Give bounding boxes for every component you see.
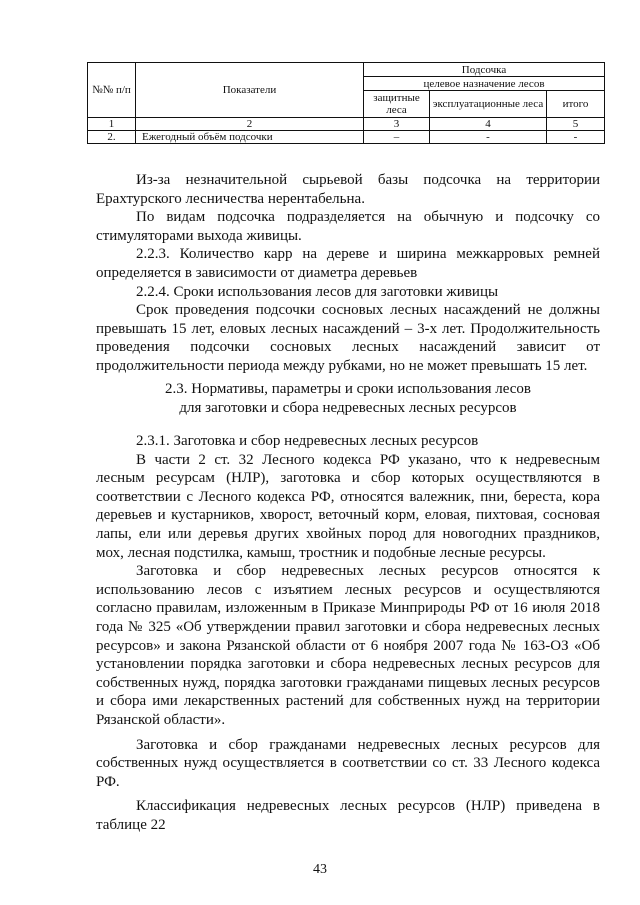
table-numbering-row [88, 118, 605, 131]
header-subgroup: целевое назначение лесов [364, 77, 605, 91]
paragraph: 2.2.3. Количество карр на дереве и ширина межкарровых ремней определяется в зависимости от диаметра деревьев [96, 246, 600, 281]
row-protective: – [364, 131, 430, 144]
paragraph: Заготовка и сбор недревесных лесных ресурсов относятся к использованию лесов с изъятием лесных ресурсов и осуществляются согласно правилам, изложенным в Приказе Минприроды РФ от 16 июля 2018 года № 325 «Об утверждении правил заготовки и сбора недревесных лесных ресурсов» и закона Рязанской области от 6 ноября 2007 года № 163-ОЗ «Об установлении порядка заготовки и сбора недревесных лесных ресурсов для собственных нужд, порядка заготовки гражданами пищевых лесных ресурсов и сбора ими лекарственных растений для собственных нужд на территории Рязанской области». [96, 563, 600, 728]
header-indicator: Показатели [136, 63, 364, 118]
paragraph: По видам подсочка подразделяется на обычную и подсочку со стимуляторами выхода живицы. [96, 209, 600, 244]
header-total: итого [547, 91, 605, 118]
numbering-cell: 3 [364, 118, 430, 131]
row-exploitation: - [430, 131, 547, 144]
header-exploitation: эксплуатационные леса [430, 91, 547, 118]
numbering-cell: 5 [547, 118, 605, 131]
text-block-forest-tapping [96, 171, 600, 376]
header-protective: защитные леса [364, 91, 430, 118]
heading-line: 2.3. Нормативы, параметры и сроки использования лесов [165, 381, 531, 397]
heading-line: для заготовки и сбора недревесных лесных ресурсов [179, 399, 517, 416]
numbering-cell: 2 [136, 118, 364, 131]
paragraph: Из-за незначительной сырьевой базы подсочка на территории Ерахтурского лесничества нерентабельна. [96, 172, 600, 207]
table-row [88, 131, 605, 144]
text-block-non-timber [96, 432, 600, 834]
harvest-table [87, 62, 605, 144]
page-number: 43 [313, 862, 327, 877]
row-num: 2. [88, 131, 136, 144]
paragraph: Заготовка и сбор гражданами недревесных лесных ресурсов для собственных нужд осуществляется в соответствии со ст. 33 Лесного кодекса РФ. [96, 736, 600, 790]
table-header-row [88, 63, 605, 77]
paragraph: 2.2.4. Сроки использования лесов для заготовки живицы [136, 283, 499, 300]
numbering-cell: 4 [430, 118, 547, 131]
paragraph: Срок проведения подсочки сосновых лесных насаждений не должны превышать 15 лет, еловых лесных насаждений – 3-х лет. Продолжительность проведения подсочки сосновых лесных насаждений зависит от продолжительности периода между рубками, но не может превышать 15 лет. [96, 302, 600, 374]
row-indicator: Ежегодный объём подсочки [136, 131, 364, 144]
paragraph: 2.3.1. Заготовка и сбор недревесных лесных ресурсов [136, 433, 479, 449]
numbering-cell: 1 [88, 118, 136, 131]
section-heading [96, 380, 600, 417]
header-num: №№ п/п [88, 63, 136, 118]
header-group: Подсочка [364, 63, 605, 77]
paragraph: Классификация недревесных лесных ресурсов (НЛР) приведена в таблице 22 [96, 798, 600, 833]
row-total: - [547, 131, 605, 144]
paragraph: В части 2 ст. 32 Лесного кодекса РФ указано, что к недревесным лесным ресурсам (НЛР), заготовка и сбор которых осуществляются в соответствии с Лесного кодекса РФ, относятся валежник, пни, береста, кора деревьев и кустарников, хворост, веточный корм, еловая, пихтовая, сосновая лапы, ели или деревья других хвойных пород для новогодних праздников, мох, лесная подстилка, камыш, тростник и подобные лесные ресурсы. [96, 451, 600, 561]
